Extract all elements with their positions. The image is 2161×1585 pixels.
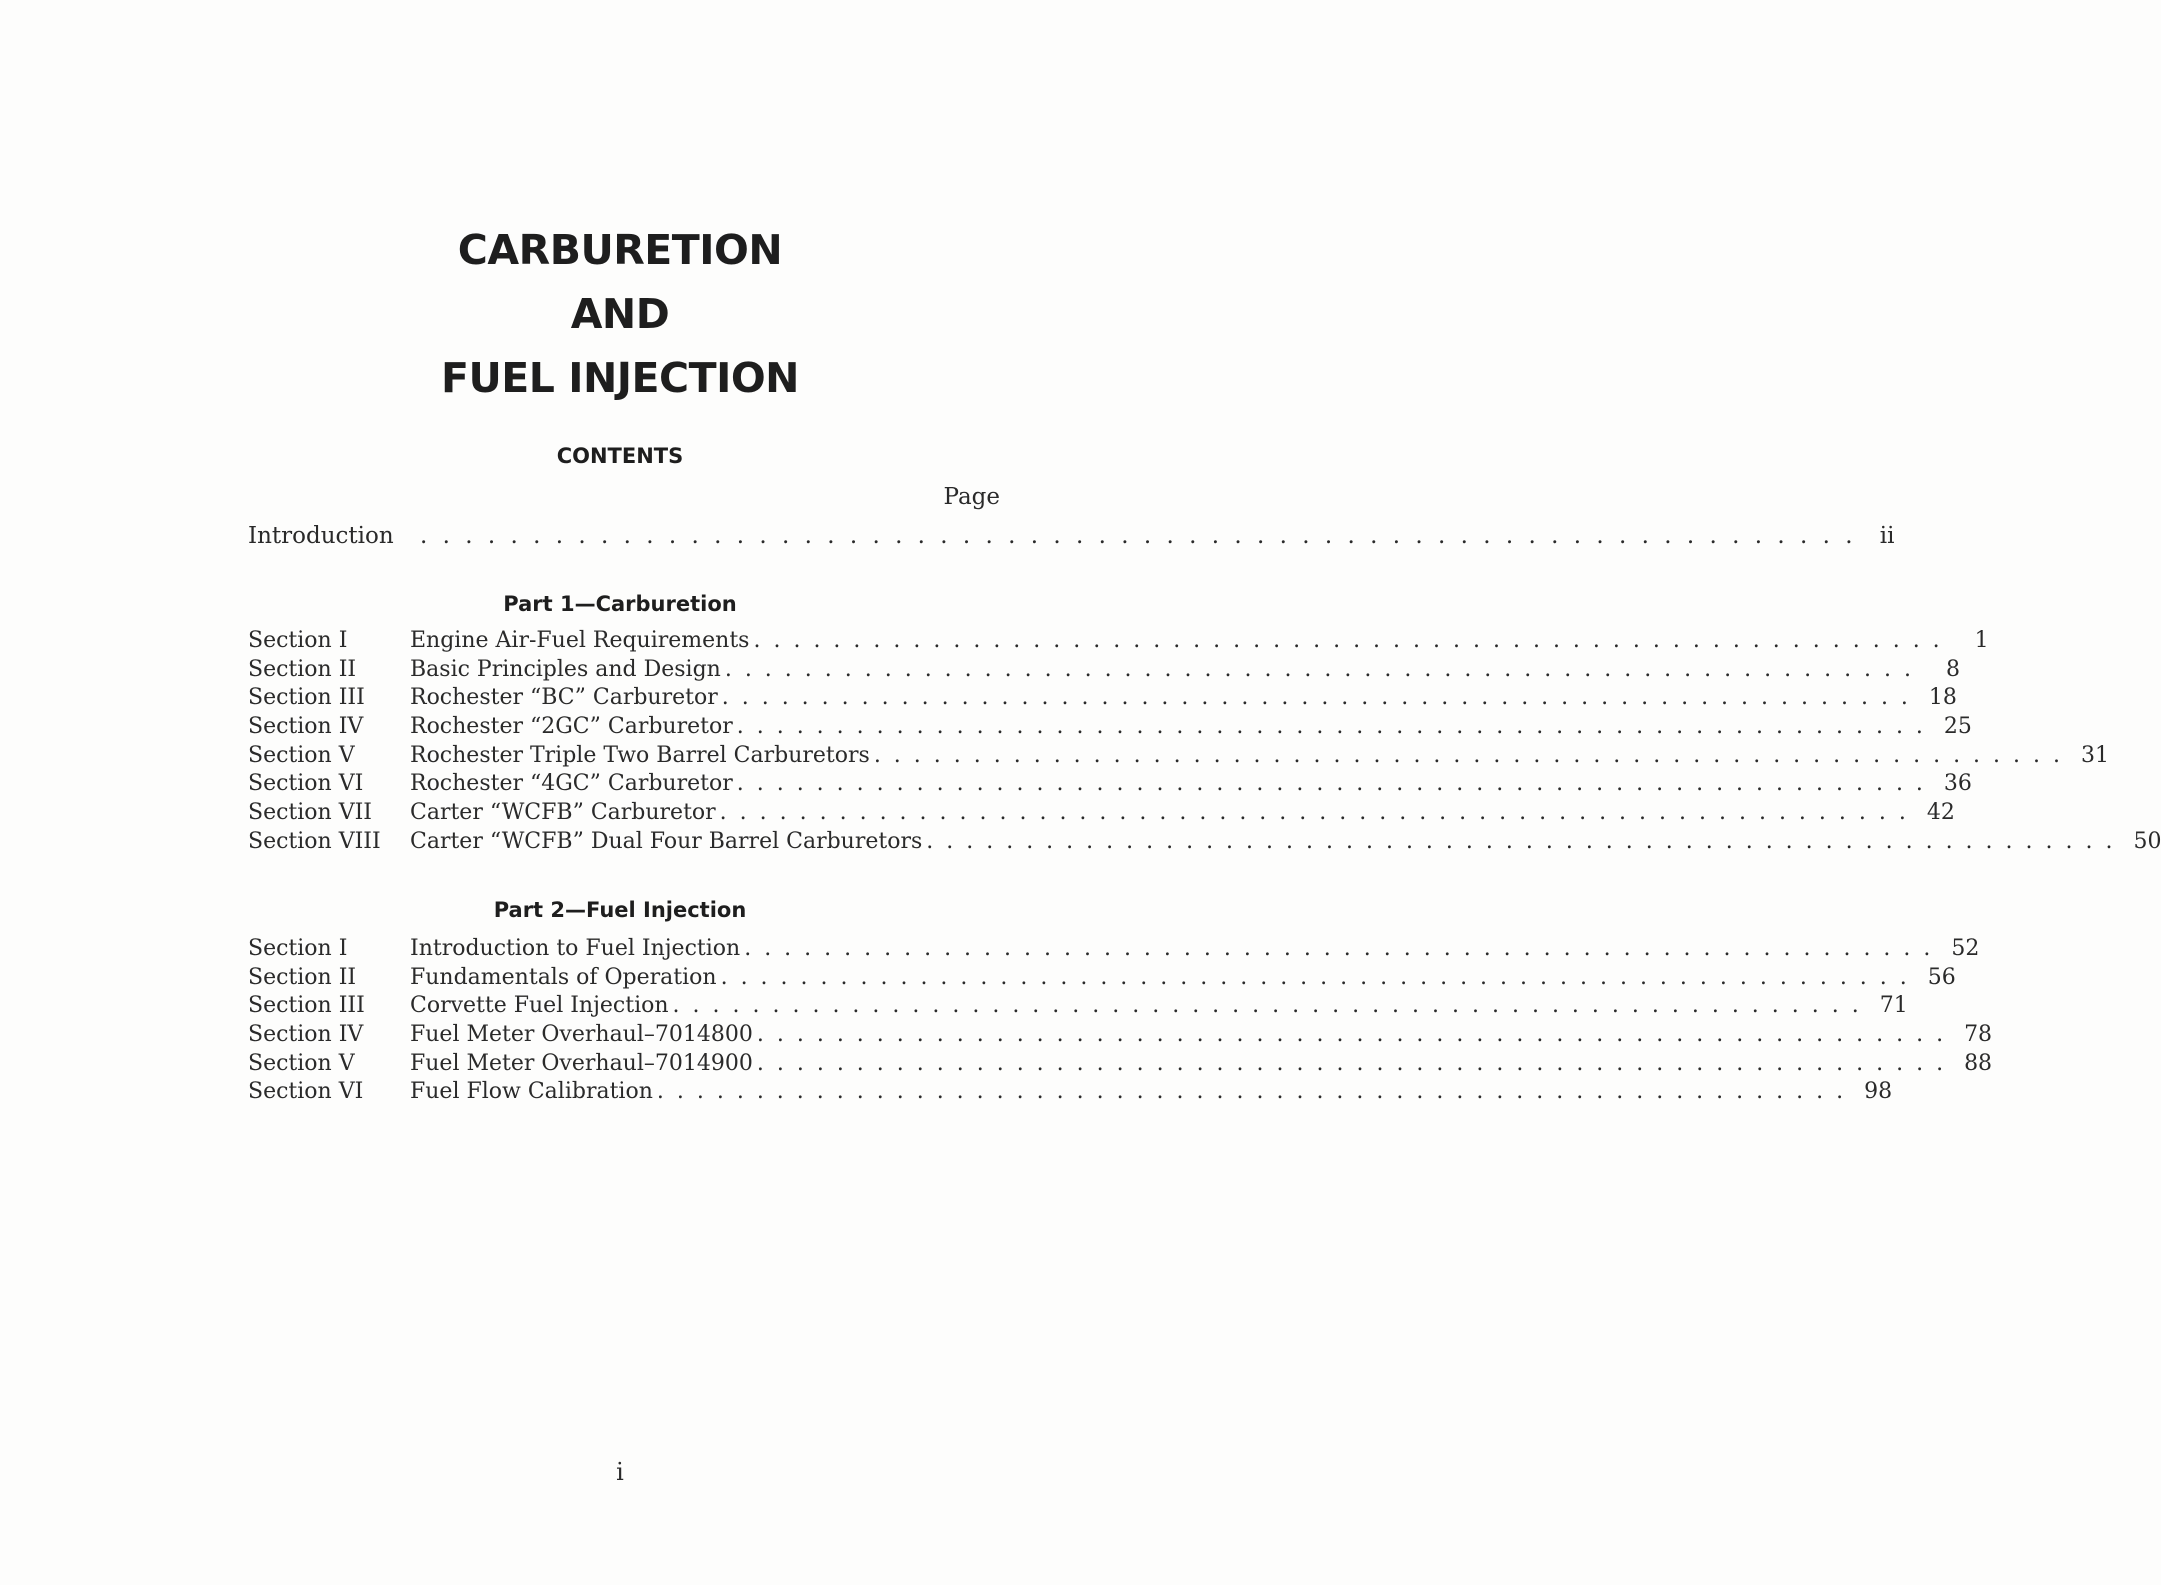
part-1-heading: Part 1—Carburetion: [503, 592, 737, 616]
toc-entry-title: Rochester “4GC” Carburetor: [410, 771, 733, 797]
toc-entry-page: 42: [1926, 800, 1955, 826]
toc-section-label: Section III: [248, 685, 365, 711]
toc-entry: [248, 742, 2109, 772]
toc-entry: [248, 828, 2161, 858]
toc-entry: [248, 771, 1972, 800]
page-number: i: [616, 1458, 624, 1486]
toc-section-label: Section I: [248, 628, 348, 653]
toc-entry: [248, 685, 1957, 714]
toc-entry-title: Fuel Flow Calibration: [410, 1079, 653, 1105]
toc-entry-page: 8: [1946, 656, 1961, 682]
toc-entry-page: 88: [1964, 1050, 1993, 1076]
dot-leader: . . . . . . . . . . . . . . . . . . . . . . . . . . . . . . . . . . . . . . . . . . . . . . . . . . . . . . . . . . . .: [656, 1079, 1847, 1105]
toc-entry: [248, 993, 1908, 1022]
toc-section-label: Section VI: [248, 1079, 364, 1105]
toc-entry: [248, 628, 1989, 657]
title-line-1: CARBURETION: [457, 226, 783, 274]
toc-section-label: Section IV: [248, 1022, 364, 1048]
toc-entry-page: 25: [1943, 714, 1972, 740]
document-title: [0, 218, 1240, 410]
toc-entry-title: Rochester Triple Two Barrel Carburetors: [410, 742, 870, 768]
toc-entry-title: Rochester “2GC” Carburetor: [410, 714, 733, 740]
toc-entry-page: 56: [1927, 964, 1956, 990]
toc-entry: [248, 1022, 1993, 1051]
toc-entry-title: Fuel Meter Overhaul–7014900: [410, 1050, 753, 1076]
toc-section-label: Section III: [248, 993, 365, 1019]
toc-entry-page: 98: [1864, 1079, 1893, 1105]
toc-entry-title: Carter “WCFB” Dual Four Barrel Carburetors: [410, 828, 923, 854]
contents-heading: CONTENTS: [556, 444, 684, 468]
toc-section-label: Section V: [248, 1050, 355, 1076]
toc-entry: [248, 964, 1956, 994]
toc-entry: [248, 936, 1980, 965]
toc-section-label: Section IV: [248, 714, 364, 740]
dot-leader: . . . . . . . . . . . . . . . . . . . . . . . . . . . . . . . . . . . . . . . . . . . . . . . . . . . . . . . . . . . .: [721, 685, 1911, 711]
toc-entry: [248, 1050, 1993, 1080]
dot-leader: . . . . . . . . . . . . . . . . . . . . . . . . . . . . . . . . . . . . . . . . . . . . . . . . . . . . . . . . . . . .: [756, 1050, 1947, 1076]
toc-section-label: Section I: [248, 936, 348, 961]
dot-leader: . . . . . . . . . . . . . . . . . . . . . . . . . . . . . . . . . . . . . . . . . . . . . . . . . . . . . . . . . . . .: [926, 828, 2116, 854]
part-2-heading: Part 2—Fuel Injection: [493, 898, 747, 922]
toc-entry: [248, 714, 1972, 743]
toc-entry-title: Basic Principles and Design: [410, 656, 721, 682]
toc-entry-page: ii: [1879, 523, 1895, 549]
toc-section-label: Section II: [248, 656, 357, 682]
toc-entry-title: Carter “WCFB” Carburetor: [410, 800, 716, 826]
dot-leader: . . . . . . . . . . . . . . . . . . . . . . . . . . . . . . . . . . . . . . . . . . . . . . . . . . . . . . . . . . . .: [724, 656, 1915, 682]
dot-leader: . . . . . . . . . . . . . . . . . . . . . . . . . . . . . . . . . . . . . . . . . . . . . . . . . . . . . . . . . . . .: [744, 936, 1934, 961]
toc-entry: [248, 1079, 1893, 1108]
dot-leader: . . . . . . . . . . . . . . . . . . . . . . . . . . . . . . . . . . . . . . . . . . . . . . . . . . . . . . . . . . . .: [873, 742, 2063, 768]
toc-entry-title: Fuel Meter Overhaul–7014800: [410, 1022, 753, 1048]
dot-leader: . . . . . . . . . . . . . . . . . . . . . . . . . . . . . . . . . . . . . . . . . . . . . . . . . . . . . . . . . . . .: [753, 628, 1943, 653]
toc-entry-page: 78: [1964, 1022, 1993, 1048]
toc-entry-page: 36: [1943, 771, 1972, 797]
title-line-2: AND: [570, 290, 670, 338]
toc-section-label: Section II: [248, 964, 357, 990]
toc-section-label: Section VII: [248, 800, 372, 826]
toc-entry-page: 50: [2133, 828, 2161, 854]
dot-leader: . . . . . . . . . . . . . . . . . . . . . . . . . . . . . . . . . . . . . . . . . . . . . . . . . . . . . . . . . . . .: [719, 800, 1909, 826]
toc-entry-page: 1: [1974, 628, 1989, 653]
toc-section-label: Section VI: [248, 771, 364, 797]
toc-section-label: Section V: [248, 742, 355, 768]
toc-entry-title: Fundamentals of Operation: [410, 964, 717, 990]
toc-entry-title: Introduction to Fuel Injection: [410, 936, 741, 961]
toc-entry-page: 31: [2081, 742, 2109, 768]
title-line-3: FUEL INJECTION: [440, 354, 800, 402]
dot-leader: . . . . . . . . . . . . . . . . . . . . . . . . . . . . . . . . . . . . . . . . . . . . . . . . . . . . . . . . . . . .: [736, 714, 1926, 740]
page-column-label: Page: [943, 484, 1000, 510]
dot-leader: . . . . . . . . . . . . . . . . . . . . . . . . . . . . . . . . . . . . . . . . . . . . . . . . . . . . . . . . . . . .: [720, 964, 1910, 990]
toc-entry-page: 52: [1951, 936, 1980, 961]
part-1-section-list: [248, 628, 2161, 858]
toc-entry-page: 18: [1928, 685, 1957, 711]
toc-section-label: Section VIII: [248, 828, 381, 854]
dot-leader: . . . . . . . . . . . . . . . . . . . . . . . . . . . . . . . . . . . . . . . . . . . . . . . . . . . . . . . . . . . .: [736, 771, 1926, 797]
toc-entry-title: Rochester “BC” Carburetor: [410, 685, 718, 711]
dot-leader: . . . . . . . . . . . . . . . . . . . . . . . . . . . . . . . . . . . . . . . . . . . . . . . . . . . . . . . . . . . .: [672, 993, 1862, 1019]
part-2-section-list: [248, 936, 1993, 1108]
toc-entry-introduction: [248, 523, 1895, 549]
toc-entry-title: Introduction: [248, 523, 394, 549]
toc-entry-page: 71: [1879, 993, 1908, 1019]
toc-entry-title: Corvette Fuel Injection: [410, 993, 669, 1019]
toc-entry: [248, 800, 1955, 829]
dot-leader: . . . . . . . . . . . . . . . . . . . . . . . . . . . . . . . . . . . . . . . . . . . . . . . . . . . . . . . . . . . .: [756, 1022, 1947, 1048]
toc-entry-title: Engine Air-Fuel Requirements: [410, 628, 750, 653]
dot-leader: . . . . . . . . . . . . . . . . . . . . . . . . . . . . . . . . . . . . . . . . . . . . . . . . . . . . . . . . . . . . . . . .: [420, 523, 1857, 549]
toc-entry: [248, 656, 1961, 686]
